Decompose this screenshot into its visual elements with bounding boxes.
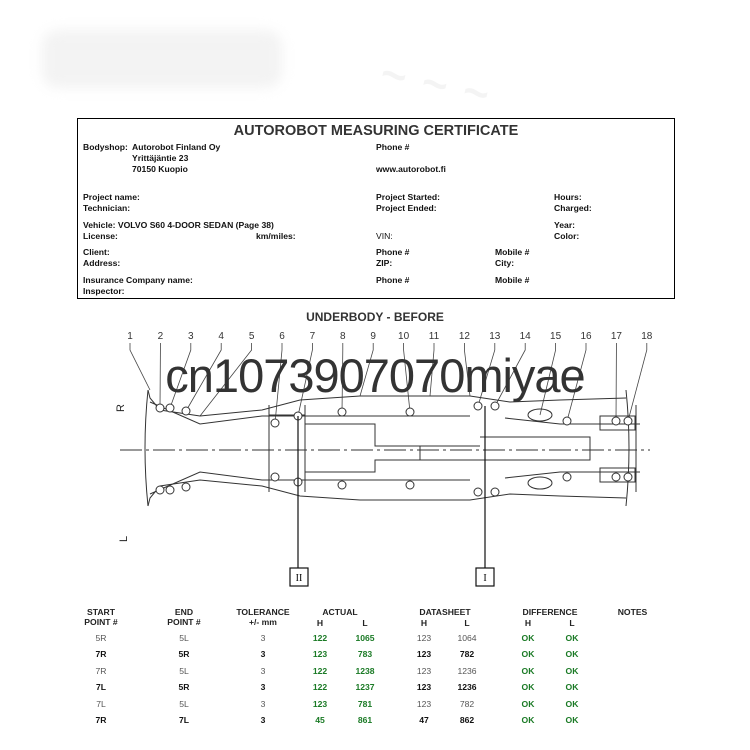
cell-end: 7L xyxy=(178,715,190,725)
cell-ds-h: 123 xyxy=(416,698,432,709)
cell-ds-h: 123 xyxy=(416,682,432,693)
cell-act-h: 122 xyxy=(312,633,328,643)
point-label-7: 7 xyxy=(309,331,316,342)
cell-diff-h: OK xyxy=(521,665,535,676)
header-start-point: START POINT # xyxy=(84,607,118,627)
technician-label: Technician: xyxy=(83,203,131,213)
certificate-title: AUTOROBOT MEASURING CERTIFICATE xyxy=(233,123,519,139)
marker-i-label: I xyxy=(483,573,487,584)
header-datasheet-l: L xyxy=(464,618,470,628)
cell-tol: 3 xyxy=(260,649,266,660)
cell-end: 5L xyxy=(179,665,189,676)
phone-label: Phone # xyxy=(376,142,410,152)
cell-ds-h: 123 xyxy=(416,633,432,643)
client-phone-label: Phone # xyxy=(376,247,410,257)
point-label-11: 11 xyxy=(428,331,440,342)
header-difference-h: H xyxy=(524,618,532,628)
color-label: Color: xyxy=(554,231,580,241)
side-left-label: L xyxy=(118,535,130,542)
cell-diff-h: OK xyxy=(521,649,535,660)
mobile-label: Mobile # xyxy=(495,247,530,257)
client-label: Client: xyxy=(83,247,110,257)
point-label-16: 16 xyxy=(580,331,592,342)
header-end-point: END POINT # xyxy=(167,607,201,627)
cell-diff-l: OK xyxy=(565,649,579,660)
cell-tol: 3 xyxy=(260,633,266,643)
header-actual-l: L xyxy=(362,618,368,628)
cell-diff-h: OK xyxy=(521,633,535,643)
cell-act-l: 1237 xyxy=(355,682,375,693)
cell-diff-l: OK xyxy=(565,698,579,709)
project-started-label: Project Started: xyxy=(376,192,440,202)
cell-ds-l: 1236 xyxy=(457,682,477,693)
cell-tol: 3 xyxy=(260,665,266,676)
kmmiles-label: km/miles: xyxy=(256,231,296,241)
cell-end: 5R xyxy=(178,682,190,693)
vehicle-text: Vehicle: VOLVO S60 4-DOOR SEDAN (Page 38) xyxy=(83,220,274,230)
cell-diff-h: OK xyxy=(521,698,535,709)
bodyshop-name: Autorobot Finland Oy xyxy=(132,142,221,152)
cell-act-l: 1065 xyxy=(355,633,375,643)
cell-start: 7R xyxy=(95,649,107,660)
cell-diff-l: OK xyxy=(565,633,579,643)
cell-start: 5R xyxy=(95,633,107,643)
inspector-label: Inspector: xyxy=(83,286,125,296)
cell-ds-l: 782 xyxy=(459,649,475,660)
cell-diff-h: OK xyxy=(521,715,535,725)
point-label-4: 4 xyxy=(218,331,224,342)
point-label-3: 3 xyxy=(188,331,194,342)
frame-outline xyxy=(145,390,640,506)
header-actual-h: H xyxy=(316,618,324,628)
cell-diff-h: OK xyxy=(521,682,535,693)
cell-diff-l: OK xyxy=(565,682,579,693)
cell-tol: 3 xyxy=(260,715,266,725)
project-ended-label: Project Ended: xyxy=(376,203,437,213)
cell-act-l: 781 xyxy=(357,698,373,709)
cell-act-h: 123 xyxy=(312,649,328,660)
bodyshop-address-line1: Yrittäjäntie 23 xyxy=(132,153,189,163)
point-label-6: 6 xyxy=(279,331,285,342)
header-difference-l: L xyxy=(569,618,575,628)
point-label-10: 10 xyxy=(398,331,410,342)
point-label-15: 15 xyxy=(550,331,562,342)
cell-act-h: 123 xyxy=(312,698,328,709)
hours-label: Hours: xyxy=(554,192,582,202)
insurance-phone-label: Phone # xyxy=(376,275,410,285)
point-label-2: 2 xyxy=(157,331,164,342)
point-label-17: 17 xyxy=(610,331,622,342)
cell-ds-l: 1064 xyxy=(457,633,477,643)
point-label-18: 18 xyxy=(641,331,653,342)
cell-ds-l: 1236 xyxy=(457,665,477,676)
cell-diff-l: OK xyxy=(565,665,579,676)
city-label: City: xyxy=(495,258,515,268)
point-label-8: 8 xyxy=(340,331,346,342)
header-datasheet: DATASHEET xyxy=(419,607,471,617)
measurement-markers xyxy=(298,406,485,568)
point-number-labels xyxy=(127,331,653,342)
header-notes: NOTES xyxy=(617,607,648,617)
cell-act-h: 122 xyxy=(312,682,328,693)
insurance-mobile-label: Mobile # xyxy=(495,275,530,285)
cell-start: 7L xyxy=(96,698,106,709)
cell-ds-h: 123 xyxy=(416,665,432,676)
marker-ii-label: II xyxy=(295,573,303,584)
cell-end: 5R xyxy=(178,649,190,660)
bodyshop-label: Bodyshop: xyxy=(83,142,128,152)
header-datasheet-h: H xyxy=(420,618,428,628)
cell-ds-l: 782 xyxy=(459,698,475,709)
cell-act-l: 1238 xyxy=(355,665,375,676)
cell-ds-h: 47 xyxy=(419,715,429,725)
cell-act-h: 45 xyxy=(315,715,325,725)
header-tolerance: TOLERANCE +/- mm xyxy=(236,607,290,627)
watermark-text: cn1073907070miyae xyxy=(165,349,585,402)
side-right-label: R xyxy=(115,404,127,412)
year-label: Year: xyxy=(554,220,576,230)
diagram-title: UNDERBODY - BEFORE xyxy=(306,310,444,324)
cell-act-h: 122 xyxy=(312,665,328,676)
point-label-9: 9 xyxy=(370,331,376,342)
cell-end: 5L xyxy=(179,698,189,709)
cell-diff-l: OK xyxy=(565,715,579,725)
point-label-1: 1 xyxy=(127,331,133,342)
cell-start: 7L xyxy=(95,682,107,693)
insurance-label: Insurance Company name: xyxy=(83,275,193,285)
website-text: www.autorobot.fi xyxy=(376,164,446,174)
cell-tol: 3 xyxy=(260,698,266,709)
header-actual: ACTUAL xyxy=(322,607,358,617)
zip-label: ZIP: xyxy=(376,258,393,268)
project-name-label: Project name: xyxy=(83,192,140,202)
cell-act-l: 861 xyxy=(357,715,373,725)
charged-label: Charged: xyxy=(554,203,592,213)
cell-ds-l: 862 xyxy=(459,715,475,725)
faint-watermark: ~ ~ ~ xyxy=(376,48,496,121)
point-label-5: 5 xyxy=(248,331,255,342)
address-label: Address: xyxy=(83,258,121,268)
bodyshop-address-line2: 70150 Kuopio xyxy=(132,164,188,174)
blurred-banner xyxy=(42,30,282,88)
point-label-14: 14 xyxy=(519,331,531,342)
cell-tol: 3 xyxy=(260,682,266,693)
cell-end: 5L xyxy=(179,633,189,643)
cell-start: 7R xyxy=(95,665,107,676)
point-label-13: 13 xyxy=(489,331,501,342)
cell-ds-h: 123 xyxy=(416,649,432,660)
header-difference: DIFFERENCE xyxy=(522,607,578,617)
cell-start: 7R xyxy=(95,715,107,725)
cell-act-l: 783 xyxy=(357,649,373,660)
vin-label: VIN: xyxy=(376,231,393,241)
point-label-12: 12 xyxy=(458,331,470,342)
certificate-header-box xyxy=(77,118,675,299)
license-label: License: xyxy=(83,231,118,241)
